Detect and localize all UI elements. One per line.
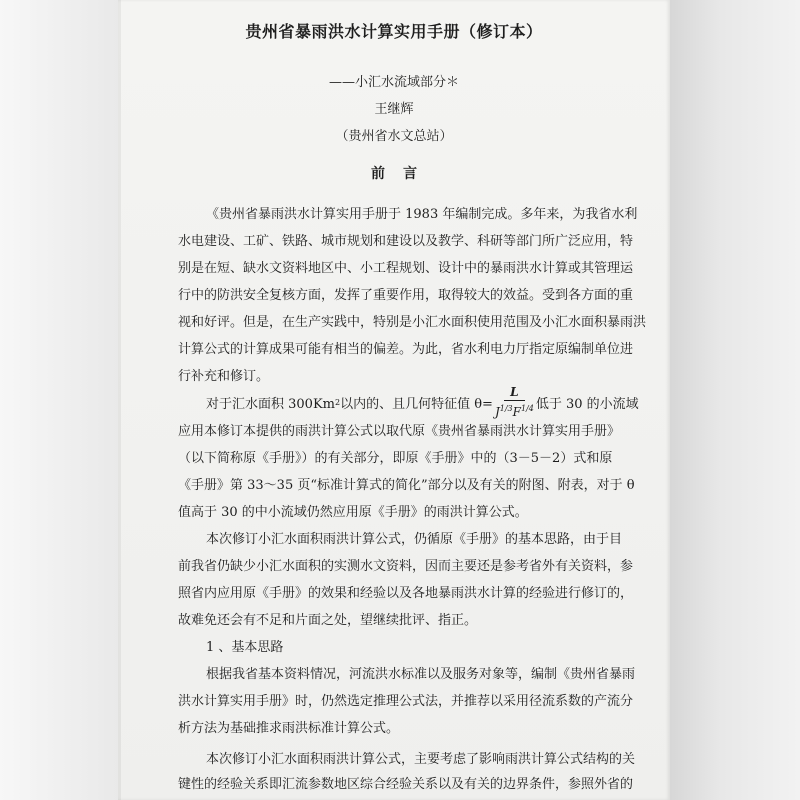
scan-margin-right xyxy=(668,0,800,800)
paragraph-line: 洪水计算实用手册》时，仍然选定推理公式法，并推荐以采用径流系数的产流分 xyxy=(178,694,634,709)
paragraph-line: 照省内应用原《手册》的效果和经验以及各地暴雨洪水计算的经验进行修订的， xyxy=(178,586,634,601)
formula-text-middle: 以内的、且几何特征值 θ= xyxy=(340,396,493,412)
denominator-j-exponent: 1/3 xyxy=(499,403,513,413)
paragraph-line: 水电建设、工矿、铁路、城市规划和建设以及教学、科研等部门所广泛应用，特 xyxy=(178,234,634,249)
scan-margin-left xyxy=(0,0,118,800)
denominator-f-exponent: 1/4 xyxy=(520,403,534,413)
paragraph-line: 值高于 30 的中小流域仍然应用原《手册》的雨洪计算公式。 xyxy=(178,505,528,520)
document-subtitle: ——小汇水流域部分＊ xyxy=(328,75,459,90)
area-unit-superscript: 2 xyxy=(335,397,341,407)
paragraph-line: 行中的防洪安全复核方面，发挥了重要作用，取得较大的效益。受到各方面的重 xyxy=(178,288,634,303)
paragraph-line: 视和好评。但是，在生产实践中，特别是小汇水面积使用范围及小汇水面积暴雨洪 xyxy=(178,315,647,330)
paragraph-line: 别是在短、缺水文资料地区中、小工程规划、设计中的暴雨洪水计算或其管理运 xyxy=(178,261,634,276)
page-edge xyxy=(118,0,121,800)
denominator-j: J xyxy=(494,404,500,419)
formula-text-before: 对于汇水面积 300Km xyxy=(206,396,335,412)
fraction-denominator xyxy=(495,401,534,419)
document-page xyxy=(118,0,670,800)
paragraph-line: 计算公式的计算成果可能有相当的偏差。为此，省水利电力厅指定原编制单位进 xyxy=(178,342,634,357)
subsection-heading: 1 、基本思路 xyxy=(206,640,284,655)
theta-fraction xyxy=(495,386,534,419)
paragraph-line: （以下简称原《手册》）的有关部分，即原《手册》中的（3－5－2）式和原 xyxy=(178,451,613,466)
denominator-f: F xyxy=(512,404,521,419)
paragraph-line: 应用本修订本提供的雨洪计算公式以取代原《贵州省暴雨洪水计算实用手册》 xyxy=(178,424,621,439)
paragraph-line: 本次修订小汇水面积雨洪计算公式，仍循原《手册》的基本思路，由于目 xyxy=(206,532,623,547)
paragraph-line: 本次修订小汇水面积雨洪计算公式，主要考虑了影响雨洪计算公式结构的关 xyxy=(206,752,636,767)
paragraph-line: 键性的经验关系即汇流参数地区综合经验关系以及有关的边界条件，参照外省的 xyxy=(178,777,634,792)
fraction-numerator: L xyxy=(504,386,524,401)
formula-text-after: 低于 30 的小流域 xyxy=(535,396,639,412)
paragraph-line: 行补充和修订。 xyxy=(178,369,270,384)
paragraph-line: 根据我省基本资料情况，河流洪水标准以及服务对象等，编制《贵州省暴雨 xyxy=(206,667,636,682)
paragraph-line: 析方法为基础推求雨洪标准计算公式。 xyxy=(178,721,400,736)
paragraph-line: 前我省仍缺少小汇水面积的实测水文资料，因而主要还是参考省外有关资料，参 xyxy=(178,559,634,574)
section-heading-preface: 前言 xyxy=(371,166,435,182)
paragraph-line: 故难免还会有不足和片面之处，望继续批评、指正。 xyxy=(178,613,478,628)
document-title: 贵州省暴雨洪水计算实用手册（修订本） xyxy=(245,22,543,41)
author-name: 王继辉 xyxy=(374,102,414,117)
author-affiliation: （贵州省水文总站） xyxy=(335,129,453,144)
formula-paragraph-line xyxy=(206,384,639,420)
paragraph-line: 《手册》第 33～35 页“标准计算式的简化”部分以及有关的附图、附表，对于 θ xyxy=(178,478,635,493)
paragraph-line: 《贵州省暴雨洪水计算实用手册于 1983 年编制完成。多年来，为我省水利 xyxy=(206,207,638,222)
